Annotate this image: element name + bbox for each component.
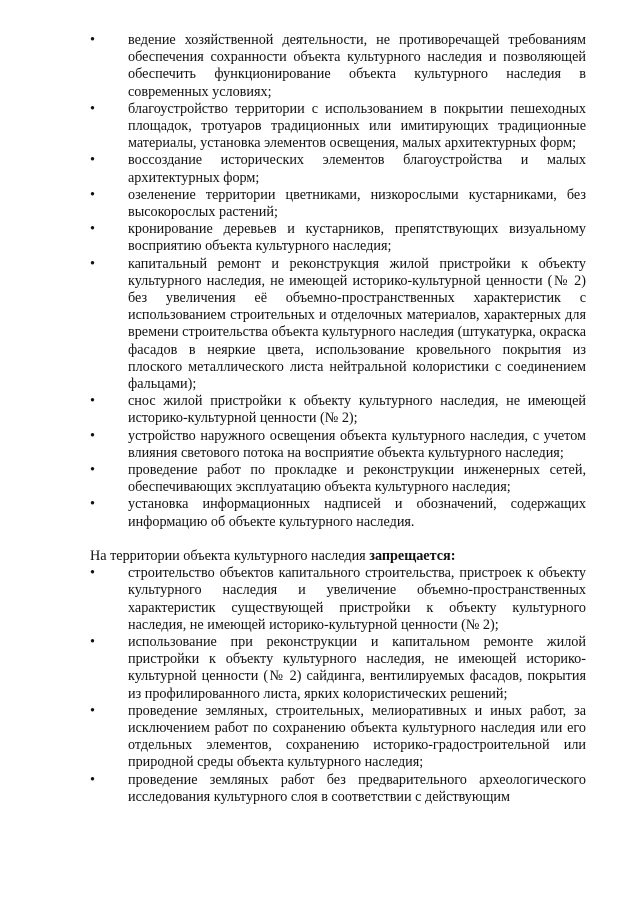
list-item: • благоустройство территории с использованием в покрытии пешеходных площадок, тротуаров традиционных или имитирующих традиционные материалы, установка элементов освещения, малых архитектурных форм; [90, 100, 586, 152]
bullet: • [90, 255, 95, 272]
bullet: • [90, 221, 95, 238]
paragraph-gap [90, 531, 586, 548]
list-item: • снос жилой пристройки к объекту культурного наследия, не имеющей историко-культурной ценности (№ 2); [90, 393, 586, 427]
bullet: • [90, 100, 95, 117]
prohibited-list [90, 565, 586, 806]
bullet: • [90, 427, 95, 444]
list-item: • капитальный ремонт и реконструкция жилой пристройки к объекту культурного наследия, не имеющей историко-культурной ценности (№ 2) без увеличения её объемно-пространственных характеристик с использованием строительных и отделочных материалов, характерных для времени строительства объекта культурного наследия (штукатурка, окраска фасадов в неяркие цвета, использование кровельного покрытия из плоского металлического листа нейтральной колористики с соединением фальцами); [90, 255, 586, 393]
bullet: • [90, 633, 95, 650]
prohibited-heading: На территории объекта культурного наследия запрещается: [90, 547, 456, 564]
document-page [90, 32, 586, 806]
list-item: • воссоздание исторических элементов благоустройства и малых архитектурных форм; [90, 152, 586, 186]
bullet: • [90, 462, 95, 479]
bullet: • [90, 702, 95, 719]
bullet: • [90, 393, 95, 410]
list-item: • кронирование деревьев и кустарников, препятствующих визуальному восприятию объекта культурного наследия; [90, 221, 586, 255]
permitted-list [90, 32, 586, 531]
list-item: • озеленение территории цветниками, низкорослыми кустарниками, без высокорослых растений; [90, 186, 586, 221]
bullet: • [90, 32, 95, 48]
bullet: • [90, 186, 95, 203]
list-item: • использование при реконструкции и капитальном ремонте жилой пристройки к объекту культурного наследия, не имеющей историко-культурной ценности (№ 2) сайдинга, вентилируемых фасадов, покрытия из профилированного листа, ярких колористических решений; [90, 633, 586, 702]
prohibited-keyword: запрещается: [369, 547, 456, 564]
list-item: • проведение земляных работ без предварительного археологического исследования культурного слоя в соответствии с действующим [90, 771, 586, 805]
list-item: • строительство объектов капитального строительства, пристроек к объекту культурного наследия и увеличение объемно-пространственных характеристик существующей пристройки к объекту культурного наследия, не имеющей историко-культурной ценности (№ 2); [90, 565, 586, 633]
bullet: • [90, 496, 95, 513]
list-item: • ведение хозяйственной деятельности, не противоречащей требованиям обеспечения сохранности объекта культурного наследия и позволяющей обеспечить функционирование объекта культурного наследия в современных условиях; [90, 32, 586, 100]
list-item: • проведение земляных, строительных, мелиоративных и иных работ, за исключением работ по сохранению объекта культурного наследия или его отдельных элементов, сохранению историко-градостроительной или природной среды объекта культурного наследия; [90, 702, 586, 771]
bullet: • [90, 565, 95, 582]
list-item: • устройство наружного освещения объекта культурного наследия, с учетом влияния светового потока на восприятие объекта культурного наследия; [90, 427, 586, 461]
bullet: • [90, 771, 95, 788]
list-item: • проведение работ по прокладке и реконструкции инженерных сетей, обеспечивающих эксплуатацию объекта культурного наследия; [90, 462, 586, 496]
list-item: • установка информационных надписей и обозначений, содержащих информацию об объекте культурного наследия. [90, 496, 586, 530]
bullet: • [90, 152, 95, 169]
